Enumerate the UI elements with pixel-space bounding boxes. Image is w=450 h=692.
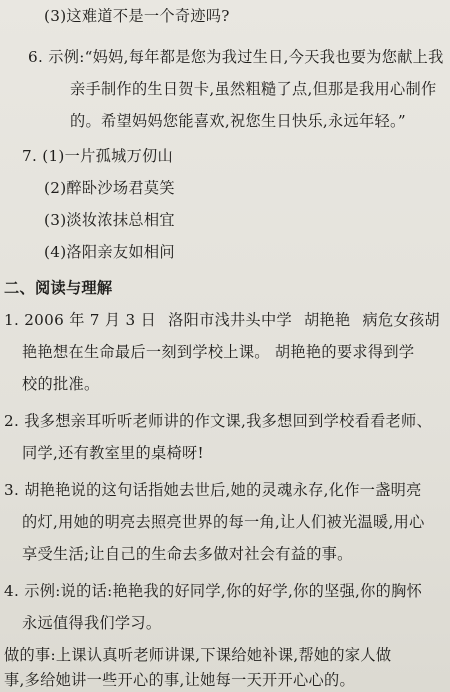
r3-line1: 3. 胡艳艳说的这句话指她去世后,她的灵魂永存,化作一盏明亮	[4, 481, 422, 499]
r1-line2: 艳艳想在生命最后一刻到学校上课。 胡艳艳的要求得到学	[22, 343, 415, 361]
r4-line1: 4. 示例:说的话:艳艳我的好同学,你的好学,你的坚强,你的胸怀	[4, 582, 423, 600]
r1-line1	[4, 310, 440, 330]
section-title: 二、阅读与理解	[4, 279, 113, 297]
q3-item3: (3)这难道不是一个奇迹吗?	[44, 7, 230, 25]
q7-item1: 7. (1)一片孤城万仞山	[22, 147, 174, 165]
r4-line4: 事,多给她讲一些开心的事,让她每一天开开心心的。	[4, 671, 355, 689]
r4-line3: 做的事:上课认真听老师讲课,下课给她补课,帮她的家人做	[4, 646, 392, 664]
r1-event: 病危女孩胡	[362, 311, 440, 329]
q6-line3: 的。希望妈妈您能喜欢,祝您生日快乐,永远年轻。”	[70, 112, 406, 130]
r1-person: 胡艳艳	[304, 311, 351, 329]
r1-place: 洛阳市浅井头中学	[168, 311, 293, 329]
q7-item2: (2)醉卧沙场君莫笑	[44, 179, 175, 197]
r1-date: 1. 2006 年 7 月 3 日	[4, 311, 157, 329]
r2-line1: 2. 我多想亲耳听听老师讲的作文课,我多想回到学校看看老师、	[4, 412, 433, 430]
q6-line1: 6. 示例:“妈妈,每年都是您为我过生日,今天我也要为您献上我	[28, 48, 444, 66]
r3-line3: 享受生活;让自己的生命去多做对社会有益的事。	[22, 545, 353, 563]
q7-item3: (3)淡妆浓抹总相宜	[44, 211, 175, 229]
q7-item4: (4)洛阳亲友如相问	[44, 243, 175, 261]
r1-line3: 校的批准。	[22, 375, 100, 393]
r3-line2: 的灯,用她的明亮去照亮世界的每一角,让人们被光温暖,用心	[22, 513, 425, 531]
q6-line2: 亲手制作的生日贺卡,虽然粗糙了点,但那是我用心制作	[70, 80, 437, 98]
r2-line2: 同学,还有教室里的桌椅呀!	[22, 444, 204, 462]
r4-line2: 永远值得我们学习。	[22, 614, 162, 632]
